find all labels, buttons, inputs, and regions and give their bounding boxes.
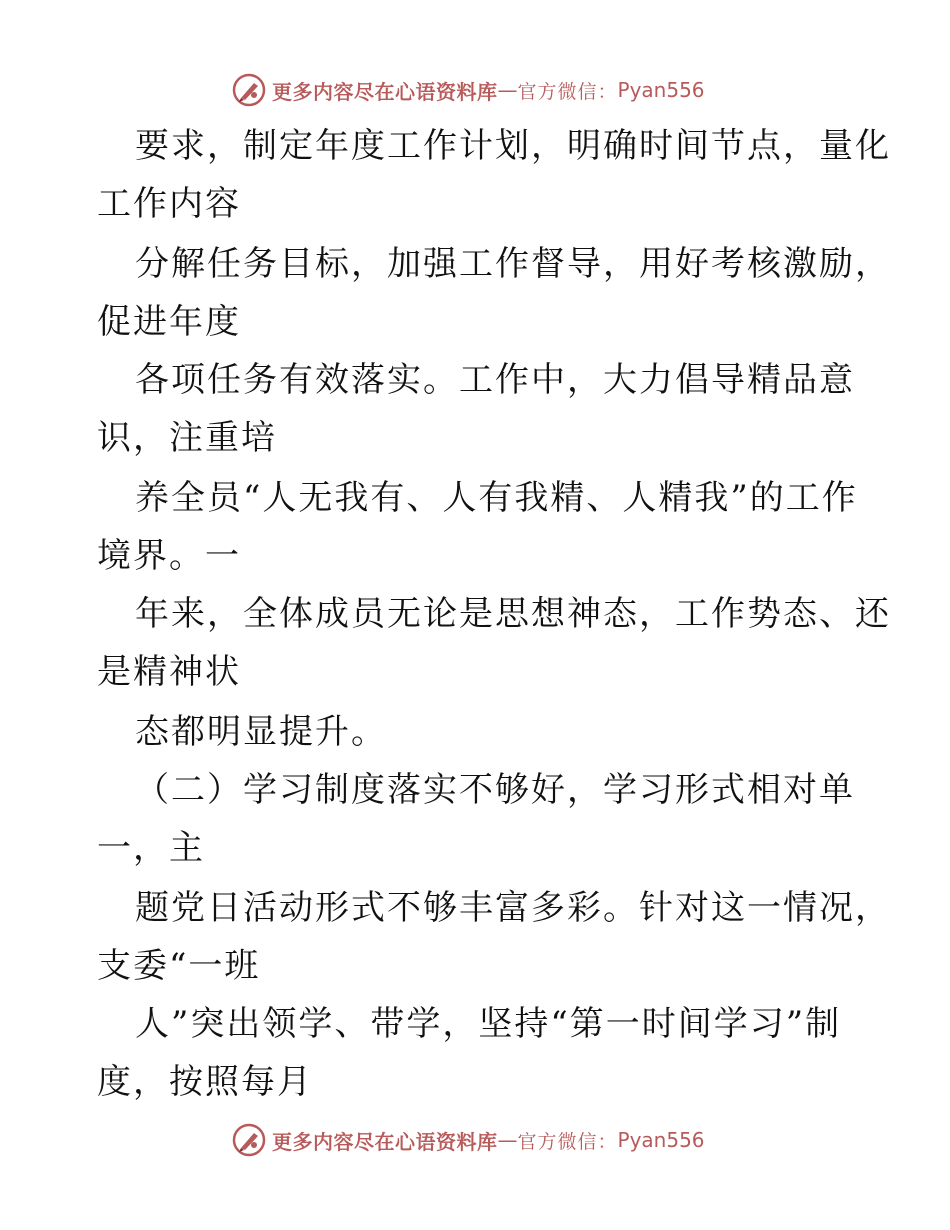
- watermark-contact-id: Pyan556: [617, 78, 705, 102]
- watermark-contact-id: Pyan556: [617, 1128, 705, 1152]
- body-line: 养全员“人无我有、人有我精、人精我”的工作: [135, 478, 858, 518]
- watermark-brand: 更多内容尽在心语资料库: [272, 1129, 498, 1154]
- watermark-brand: 更多内容尽在心语资料库: [272, 79, 498, 104]
- body-line: 分解任务目标，加强工作督导，用好考核激励，: [135, 244, 891, 284]
- body-line: 题党日活动形式不够丰富多彩。针对这一情况，: [135, 888, 891, 928]
- body-line: 一，主: [97, 828, 205, 868]
- body-line: 人”突出领学、带学，坚持“第一时间学习”制: [135, 1004, 842, 1044]
- body-line: 态都明显提升。: [135, 712, 387, 752]
- body-line: 是精神状: [97, 652, 241, 692]
- body-line: 年来，全体成员无论是思想神态，工作势态、还: [135, 594, 891, 634]
- body-line: 工作内容: [97, 184, 241, 224]
- watermark-dash: —: [497, 1128, 518, 1152]
- footer-watermark: [232, 1122, 705, 1158]
- watermark-contact-label: 官方微信：: [517, 1130, 618, 1153]
- body-line: 度，按照每月: [97, 1062, 313, 1102]
- body-line: 各项任务有效落实。工作中，大力倡导精品意: [135, 360, 855, 400]
- body-line: 识，注重培: [97, 418, 277, 458]
- pen-logo-icon: [232, 1123, 266, 1157]
- header-watermark: [232, 72, 705, 108]
- body-line: 促进年度: [97, 302, 241, 342]
- body-line: 境界。一: [97, 536, 241, 576]
- body-line: （二）学习制度落实不够好，学习形式相对单: [135, 770, 855, 810]
- pen-logo-icon: [232, 73, 266, 107]
- watermark-dash: —: [497, 78, 518, 102]
- body-line: 支委“一班: [97, 946, 261, 986]
- watermark-contact-label: 官方微信：: [517, 80, 618, 103]
- body-line: 要求，制定年度工作计划，明确时间节点，量化: [135, 126, 891, 166]
